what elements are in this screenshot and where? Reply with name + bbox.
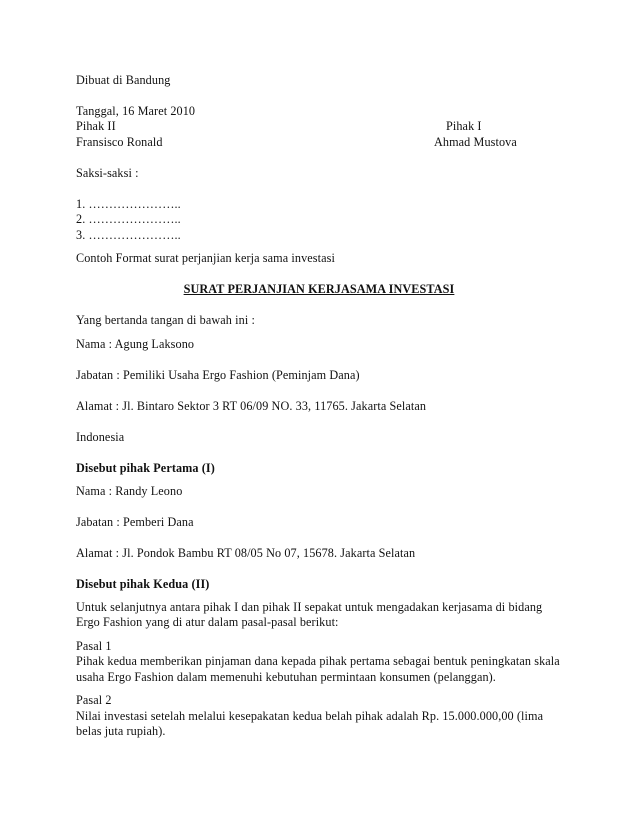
pihak1-nama: Nama : Agung Laksono — [76, 337, 195, 351]
pasal2-line1: Nilai investasi setelah melalui kesepakatan kedua belah pihak adalah Rp. 15.000.000,00 (lima — [76, 709, 544, 723]
pihak1-negara: Indonesia — [76, 430, 125, 444]
pasal1-line2: usaha Ergo Fashion dalam memenuhi kebutuhan permintaan konsumen (pelanggan). — [76, 670, 496, 684]
pihak-ii-name: Fransisco Ronald — [76, 135, 163, 149]
pihak1-jabatan: Jabatan : Pemiliki Usaha Ergo Fashion (Peminjam Dana) — [76, 368, 360, 382]
pihak1-disebut: Disebut pihak Pertama (I) — [76, 461, 215, 475]
pihak-i-name: Ahmad Mustova — [434, 135, 517, 149]
pasal2-line2: belas juta rupiah). — [76, 724, 166, 738]
para1-line1: Untuk selanjutnya antara pihak I dan pihak II sepakat untuk mengadakan kerjasama di bidang — [76, 600, 543, 614]
intro-text: Yang bertanda tangan di bawah ini : — [76, 313, 255, 327]
pihak-ii-label: Pihak II — [76, 119, 116, 133]
pihak1-alamat: Alamat : Jl. Bintaro Sektor 3 RT 06/09 NO. 33, 11765. Jakarta Selatan — [76, 399, 427, 413]
dibuat-text: Dibuat di Bandung — [76, 73, 171, 87]
pihak2-alamat: Alamat : Jl. Pondok Bambu RT 08/05 No 07, 15678. Jakarta Selatan — [76, 546, 416, 560]
pasal2-title: Pasal 2 — [76, 693, 112, 707]
pihak2-nama: Nama : Randy Leono — [76, 484, 183, 498]
tanggal-text: Tanggal, 16 Maret 2010 — [76, 104, 196, 118]
saksi-item-1: 1. ………………….. — [76, 197, 181, 211]
para1-line2: Ergo Fashion yang di atur dalam pasal-pasal berikut: — [76, 615, 339, 629]
saksi-item-2: 2. ………………….. — [76, 212, 181, 226]
pihak-i-label: Pihak I — [446, 119, 482, 133]
saksi-item-3: 3. ………………….. — [76, 228, 181, 242]
pasal1-title: Pasal 1 — [76, 639, 112, 653]
document-title: SURAT PERJANJIAN KERJASAMA INVESTASI — [183, 282, 455, 296]
pihak2-jabatan: Jabatan : Pemberi Dana — [76, 515, 194, 529]
pasal1-line1: Pihak kedua memberikan pinjaman dana kepada pihak pertama sebagai bentuk peningkatan skala — [76, 654, 560, 668]
pihak2-disebut: Disebut pihak Kedua (II) — [76, 577, 210, 591]
contoh-text: Contoh Format surat perjanjian kerja sama investasi — [76, 251, 335, 265]
saksi-label: Saksi-saksi : — [76, 166, 139, 180]
